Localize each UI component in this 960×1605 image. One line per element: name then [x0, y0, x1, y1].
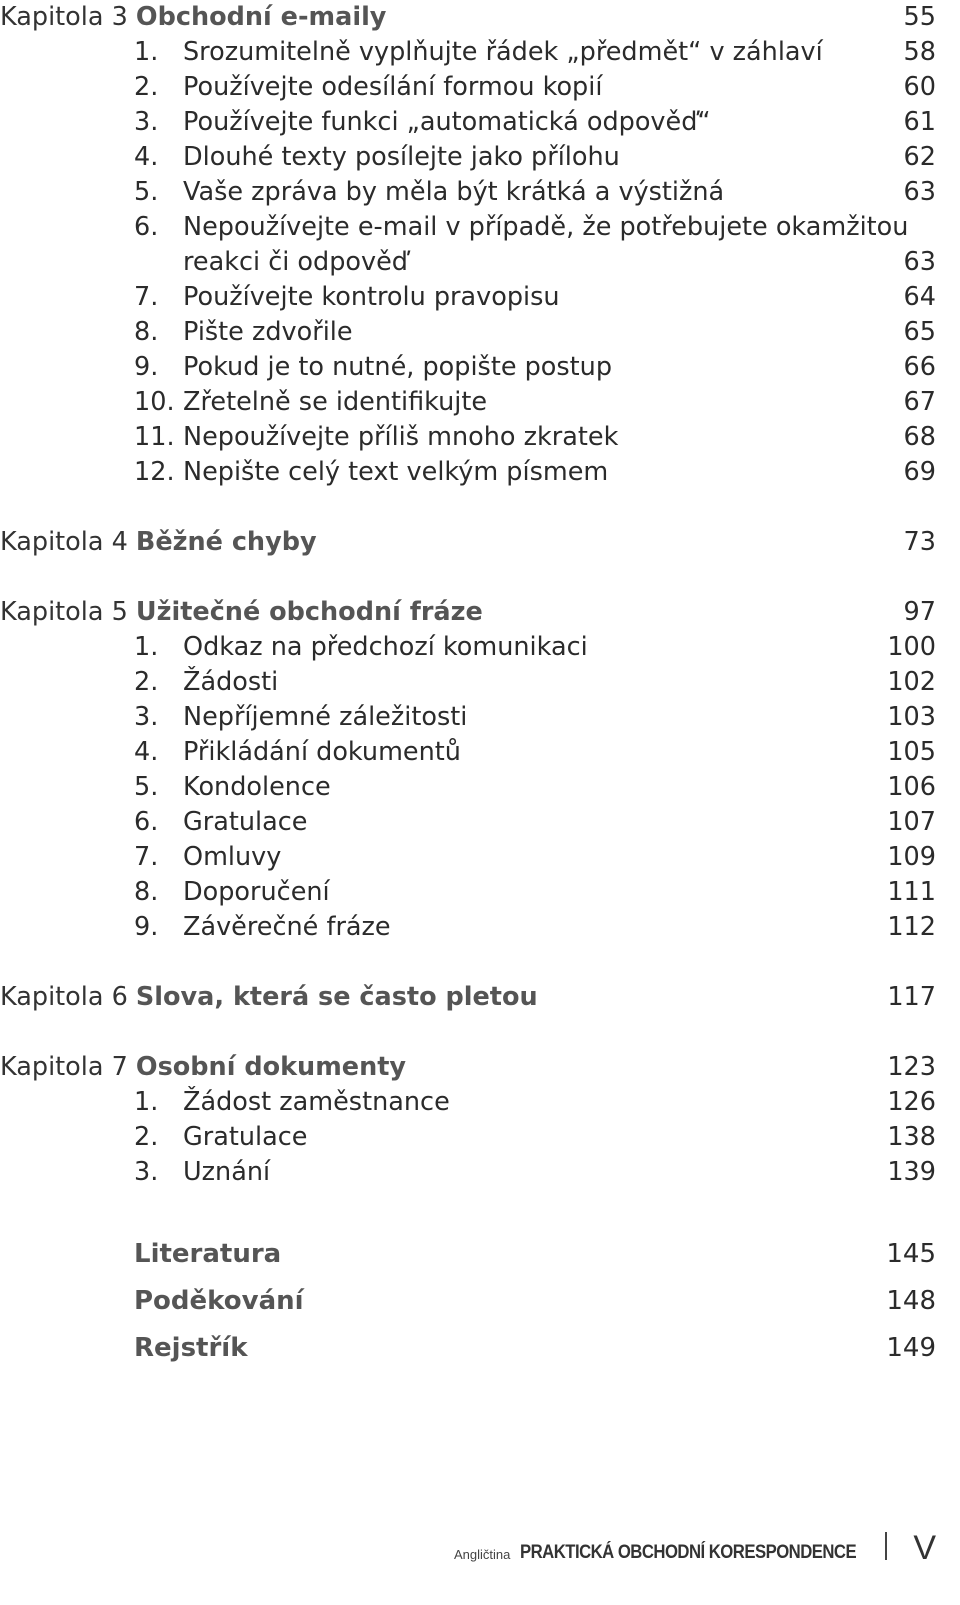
page-number: 64: [903, 282, 936, 312]
entry-number: 2.: [134, 1122, 159, 1152]
entry-number: 2.: [134, 667, 159, 697]
entry-number: 5.: [134, 177, 159, 207]
page-number: 65: [903, 317, 936, 347]
page-number: 66: [903, 352, 936, 382]
entry-text: Používejte funkci „automatická odpověď“: [183, 107, 711, 137]
entry-text: Vaše zpráva by měla být krátká a výstižná: [183, 177, 725, 207]
page-number: 60: [903, 72, 936, 102]
chapter-title: Osobní dokumenty: [135, 1052, 407, 1082]
entry-text: Kondolence: [183, 772, 331, 802]
toc-entry[interactable]: [0, 840, 936, 875]
entry-text: Používejte odesílání formou kopií: [183, 72, 603, 102]
entry-text-continued: reakci či odpověď: [183, 247, 408, 277]
page-number: 148: [886, 1286, 936, 1316]
page-number: 73: [903, 527, 936, 557]
toc-entry[interactable]: [0, 350, 936, 385]
entry-text: Zřetelně se identifikujte: [183, 387, 488, 417]
toc-entry[interactable]: [0, 630, 936, 665]
page-number: 112: [887, 912, 936, 942]
toc-entry[interactable]: [0, 805, 936, 840]
toc-entry[interactable]: [0, 875, 936, 910]
chapter-title: Obchodní e-maily: [135, 2, 387, 32]
footer-page-number: V: [913, 1529, 936, 1567]
entry-number: 3.: [134, 702, 159, 732]
toc-entry[interactable]: [0, 910, 936, 945]
page-number: 62: [903, 142, 936, 172]
page-number: 63: [903, 177, 936, 207]
page-number: 105: [887, 737, 936, 767]
entry-number: 1.: [134, 1087, 159, 1117]
toc-entry[interactable]: [0, 1085, 936, 1120]
page-number: 100: [887, 632, 936, 662]
page-number: 111: [887, 877, 936, 907]
entry-number: 10.: [134, 387, 175, 417]
entry-text: Pokud je to nutné, popište postup: [183, 352, 613, 382]
toc-entry[interactable]: [0, 1155, 936, 1190]
entry-text: Srozumitelně vyplňujte řádek „předmět“ v záhlaví: [183, 37, 823, 67]
toc-entry[interactable]: [0, 665, 936, 700]
entry-text: Dlouhé texty posílejte jako přílohu: [183, 142, 620, 172]
back-matter-title: Literatura: [134, 1239, 282, 1269]
entry-number: 1.: [134, 37, 159, 67]
entry-text: Přikládání dokumentů: [183, 737, 461, 767]
page-number: 145: [886, 1239, 936, 1269]
chapter-prefix: Kapitola 4: [0, 527, 136, 557]
page-number: 107: [887, 807, 936, 837]
toc-entry[interactable]: [0, 210, 936, 245]
toc-entry[interactable]: [0, 140, 936, 175]
toc-entry[interactable]: [0, 175, 936, 210]
entry-number: 2.: [134, 72, 159, 102]
toc-entry[interactable]: [0, 105, 936, 140]
entry-text: Odkaz na předchozí komunikaci: [183, 632, 588, 662]
back-matter-literatura[interactable]: [0, 1237, 936, 1272]
page-number: 97: [903, 597, 936, 627]
entry-text: Doporučení: [183, 877, 330, 907]
entry-number: 7.: [134, 282, 159, 312]
page-number: 117: [887, 982, 936, 1012]
chapter-heading[interactable]: [0, 1050, 936, 1085]
toc-entry[interactable]: [0, 455, 936, 490]
entry-text: Nepříjemné záležitosti: [183, 702, 468, 732]
entry-text: Používejte kontrolu pravopisu: [183, 282, 560, 312]
entry-text: Závěrečné fráze: [183, 912, 391, 942]
page-number: 126: [887, 1087, 936, 1117]
toc-entry[interactable]: [0, 700, 936, 735]
entry-number: 9.: [134, 912, 159, 942]
page-number: 139: [887, 1157, 936, 1187]
toc-entry[interactable]: [0, 770, 936, 805]
page-number: 123: [887, 1052, 936, 1082]
chapter-prefix: Kapitola 5: [0, 597, 136, 627]
entry-number: 4.: [134, 737, 159, 767]
chapter-prefix: Kapitola 6: [0, 982, 136, 1012]
page-number: 103: [887, 702, 936, 732]
entry-text: Žádost zaměstnance: [183, 1087, 450, 1117]
page-number: 55: [903, 2, 936, 32]
page-number: 138: [887, 1122, 936, 1152]
footer-divider: [885, 1532, 887, 1560]
entry-number: 1.: [134, 632, 159, 662]
chapter-heading[interactable]: [0, 980, 936, 1015]
entry-number: 12.: [134, 457, 175, 487]
back-matter-podekovani[interactable]: [0, 1284, 936, 1319]
toc-entry[interactable]: [0, 1120, 936, 1155]
entry-number: 7.: [134, 842, 159, 872]
chapter-heading[interactable]: [0, 0, 936, 35]
chapter-prefix: Kapitola 7: [0, 1052, 136, 1082]
page-number: 109: [887, 842, 936, 872]
entry-number: 4.: [134, 142, 159, 172]
footer-series-label: Angličtina: [454, 1547, 511, 1562]
entry-text: Nepoužívejte příliš mnoho zkratek: [183, 422, 619, 452]
entry-number: 5.: [134, 772, 159, 802]
back-matter-title: Rejstřík: [134, 1333, 248, 1363]
toc-entry[interactable]: [0, 70, 936, 105]
page-number: 67: [903, 387, 936, 417]
page-number: 61: [903, 107, 936, 137]
toc-entry[interactable]: [0, 735, 936, 770]
chapter-prefix: Kapitola 3: [0, 2, 136, 32]
toc-entry[interactable]: [0, 315, 936, 350]
entry-number: 9.: [134, 352, 159, 382]
back-matter-title: Poděkování: [134, 1286, 304, 1316]
chapter-heading[interactable]: [0, 595, 936, 630]
entry-text: Gratulace: [183, 807, 308, 837]
toc-entry[interactable]: [0, 35, 936, 70]
chapter-title: Běžné chyby: [135, 527, 317, 557]
chapter-title: Užitečné obchodní fráze: [135, 597, 483, 627]
entry-number: 11.: [134, 422, 175, 452]
entry-number: 8.: [134, 317, 159, 347]
page-number: 63: [903, 247, 936, 277]
entry-number: 3.: [134, 107, 159, 137]
entry-number: 6.: [134, 212, 159, 242]
chapter-heading[interactable]: [0, 525, 936, 560]
page-number: 149: [886, 1333, 936, 1363]
toc-entry[interactable]: [0, 420, 936, 455]
entry-text: Gratulace: [183, 1122, 308, 1152]
page-footer: [454, 1530, 936, 1570]
page-number: 106: [887, 772, 936, 802]
toc-entry[interactable]: [0, 280, 936, 315]
chapter-title: Slova, která se často pletou: [135, 982, 538, 1012]
entry-text: Nepište celý text velkým písmem: [183, 457, 609, 487]
entry-number: 3.: [134, 1157, 159, 1187]
back-matter-rejstrik[interactable]: [0, 1331, 936, 1366]
toc-entry-continuation[interactable]: [0, 245, 936, 280]
page-number: 68: [903, 422, 936, 452]
entry-number: 8.: [134, 877, 159, 907]
entry-text: Žádosti: [183, 667, 279, 697]
entry-text: Pište zdvořile: [183, 317, 353, 347]
toc-entry[interactable]: [0, 385, 936, 420]
entry-text: Nepoužívejte e-mail v případě, že potřebujete okamžitou: [183, 212, 909, 242]
page-number: 58: [903, 37, 936, 67]
entry-text: Uznání: [183, 1157, 271, 1187]
entry-text: Omluvy: [183, 842, 282, 872]
page-number: 102: [887, 667, 936, 697]
page-number: 69: [903, 457, 936, 487]
entry-number: 6.: [134, 807, 159, 837]
footer-book-title: PRAKTICKÁ OBCHODNÍ KORESPONDENCE: [520, 1542, 857, 1563]
